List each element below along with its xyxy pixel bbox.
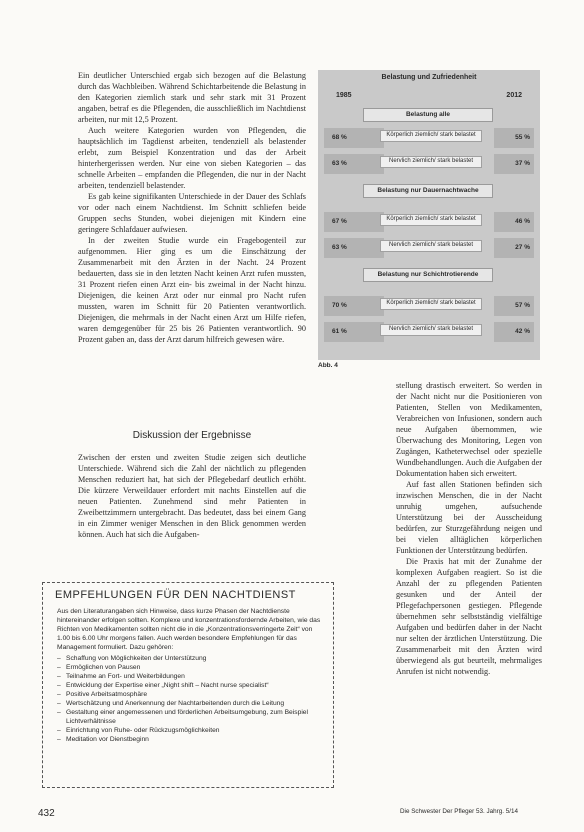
section-label: Belastung nur Dauernachtwache	[363, 184, 493, 198]
list-item: – Einrichtung von Ruhe- oder Rückzugsmöglichkeiten	[57, 726, 323, 735]
journal-footer: Die Schwester Der Pfleger 53. Jahrg. 5/14	[400, 808, 518, 815]
left-column-text-2	[78, 452, 306, 540]
paragraph: stellung drastisch erweitert. So werden in der Nacht nicht nur die Positionieren von Patienten, Stellen von Medikamenten, Verabreichen von Infusionen, sondern auch neue Aufgaben übernommen, wie Überwachung des Monitoring, Legen von Zugängen, Katheterwechsel oder spezielle Wundbehandlungen. Auch die Aufgaben der Dokumentation haben sich erweitert.	[396, 381, 542, 478]
list-item: – Schaffung von Möglichkeiten der Unterstützung	[57, 654, 323, 663]
box-body	[57, 607, 323, 744]
paragraph: Auf fast allen Stationen befinden sich inzwischen Menschen, die in der Nacht unruhig umgehen, aufsuchende Unterstützung bei der Ausscheidung bedürfen, zur Sturzgefährdung neigen und bei vielen alltäglichen körperlichen Funktionen der Unterstützung bedürfen.	[396, 480, 542, 555]
paragraph: In der zweiten Studie wurde ein Fragebogenteil zur aufgenommen. Hier ging es um die Einschätzung der Zusammenarbeit mit den Ärzten in der Nacht. 24 Prozent bedauerten, dass sie in den letzten Nacht keinen Arzt rufen mussten, 31 Prozent riefen einen Arzt ein- bis zweimal in der Nacht hinzu. Diejenigen, die keinen Arzt oder nur einmal pro Nacht rufen mussten, waren im Schnitt für 20 Patienten verantwortlich. Diejenigen, die mehrmals in der Nacht einen Arzt um Hilfe riefen, waren demgegenüber für 25 bis 26 Patienten verantwortlich. 90 Prozent gaben an, dass der Arzt darum hilfreich gewesen wäre.	[78, 236, 306, 344]
row-label: Körperlich ziemlich/ stark belastet	[380, 298, 482, 310]
row-label: Nervlich ziemlich/ stark belastet	[380, 156, 482, 168]
value-2012: 37 %	[515, 160, 530, 167]
value-1985: 63 %	[332, 244, 347, 251]
value-2012: 46 %	[515, 218, 530, 225]
value-1985: 70 %	[332, 302, 347, 309]
list-item: – Entwicklung der Expertise einer „Night shift – Nacht nurse specialist“	[57, 681, 323, 690]
value-2012: 55 %	[515, 134, 530, 141]
row-label: Körperlich ziemlich/ stark belastet	[380, 214, 482, 226]
row-label: Nervlich ziemlich/ stark belastet	[380, 324, 482, 336]
paragraph: Zwischen der ersten und zweiten Studie zeigen sich deutliche Unterschiede. Während sich die Zahl der nächtlich zu pflegenden Menschen reduziert hat, hat sich der Pflegebedarf deutlich erhöht. Die kürzere Verweildauer erfordert mit nachts Einstellen auf die neuen Patienten. Zunehmend sind mehr Patienten in Zweibettzimmern untergebracht. Das bedeutet, dass bei einem Gang in ein Zimmer weniger Menschen in den Blick genommen werden können. Auch hat sich die Aufgaben-	[78, 453, 306, 539]
burden-comparison-figure	[318, 70, 540, 360]
list-item: – Positive Arbeitsatmosphäre	[57, 690, 323, 699]
right-column-text	[396, 380, 542, 677]
year-right: 2012	[506, 92, 522, 99]
paragraph: Die Praxis hat mit der Zunahme der komplexen Aufgaben reagiert. So ist die Anzahl der zu pflegenden Patienten gesunken und der Anteil der Pflegefachpersonen gestiegen. Pflegende übernehmen sehr selbstständig vielfältige Aufgaben und bedürfen daher in der Nacht nur selten der ärztlichen Unterstützung. Die Zusammenarbeit mit den Ärzten wird überwiegend als gut beurteilt, mehrmaliges Anrufen ist nicht notwendig.	[396, 557, 542, 676]
list-item: – Teilnahme an Fort- und Weiterbildungen	[57, 672, 323, 681]
section-label: Belastung alle	[363, 108, 493, 122]
value-1985: 61 %	[332, 328, 347, 335]
paragraph: Ein deutlicher Unterschied ergab sich bezogen auf die Belastung durch das Wachbleiben. Während Schichtarbeitende die Belastung in den Kategorien ziemlich stark und sehr stark mit 31 Prozent angaben, betraf es die Pflegenden, die ausschließlich im Nachtdienst arbeiten, nur mit 12,5 Prozent.	[78, 71, 306, 124]
row-label: Körperlich ziemlich/ stark belastet	[380, 130, 482, 142]
figure-caption: Abb. 4	[318, 362, 338, 369]
paragraph: Auch weitere Kategorien wurden von Pflegenden, die hauptsächlich im Tagdienst arbeiten, tendenziell als belastender erlebt, zum Beispiel Konzentration und das der Arbeit hinterhergerissen werden. Nur eine von sieben Kategorien – das schnelle Arbeiten – empfanden die Pflegenden, die nur in der Nacht arbeiten, tendenziell belastender.	[78, 126, 306, 190]
left-column-text	[78, 70, 306, 345]
value-1985: 63 %	[332, 160, 347, 167]
list-item: – Meditation vor Dienstbeginn	[57, 735, 323, 744]
recommendations-list	[57, 654, 323, 744]
value-1985: 67 %	[332, 218, 347, 225]
row-label: Nervlich ziemlich/ stark belastet	[380, 240, 482, 252]
page-number: 432	[38, 808, 55, 819]
list-item: – Wertschätzung und Anerkennung der Nachtarbeitenden durch die Leitung	[57, 699, 323, 708]
value-2012: 42 %	[515, 328, 530, 335]
value-2012: 27 %	[515, 244, 530, 251]
figure-title: Belastung und Zufriedenheit	[381, 74, 477, 81]
section-heading: Diskussion der Ergebnisse	[132, 430, 252, 441]
list-item: – Ermöglichen von Pausen	[57, 663, 323, 672]
value-2012: 57 %	[515, 302, 530, 309]
recommendations-box	[42, 582, 334, 788]
list-item: – Gestaltung einer angemessenen und förderlichen Arbeitsumgebung, zum Beispiel Lichtverhältnisse	[57, 708, 323, 726]
box-intro: Aus den Literaturangaben sich Hinweise, dass kurze Phasen der Nachtdienste hintereinander erfolgen sollten. Komplexe und konzentrationsfordernde Arbeiten, wie das Richten von Medikamenten sollten nicht die in die „Konzentrationsverringerte Zeit“ von 1.00 bis 6.00 Uhr morgens fallen. Auch werden besondere Empfehlungen für das Management formuliert. Dazu gehören:	[57, 608, 321, 651]
value-1985: 68 %	[332, 134, 347, 141]
box-title: EMPFEHLUNGEN FÜR DEN NACHTDIENST	[55, 589, 296, 601]
paragraph: Es gab keine signifikanten Unterschiede in der Dauer des Schlafs vor oder nach einem Nachtdienst. Im Schnitt schliefen beide Gruppen sechs Stunden, wobei diejenigen mit Kindern eine geringere Schlafdauer aufwiesen.	[78, 192, 306, 234]
section-label: Belastung nur Schichtrotierende	[363, 268, 493, 282]
year-left: 1985	[336, 92, 352, 99]
